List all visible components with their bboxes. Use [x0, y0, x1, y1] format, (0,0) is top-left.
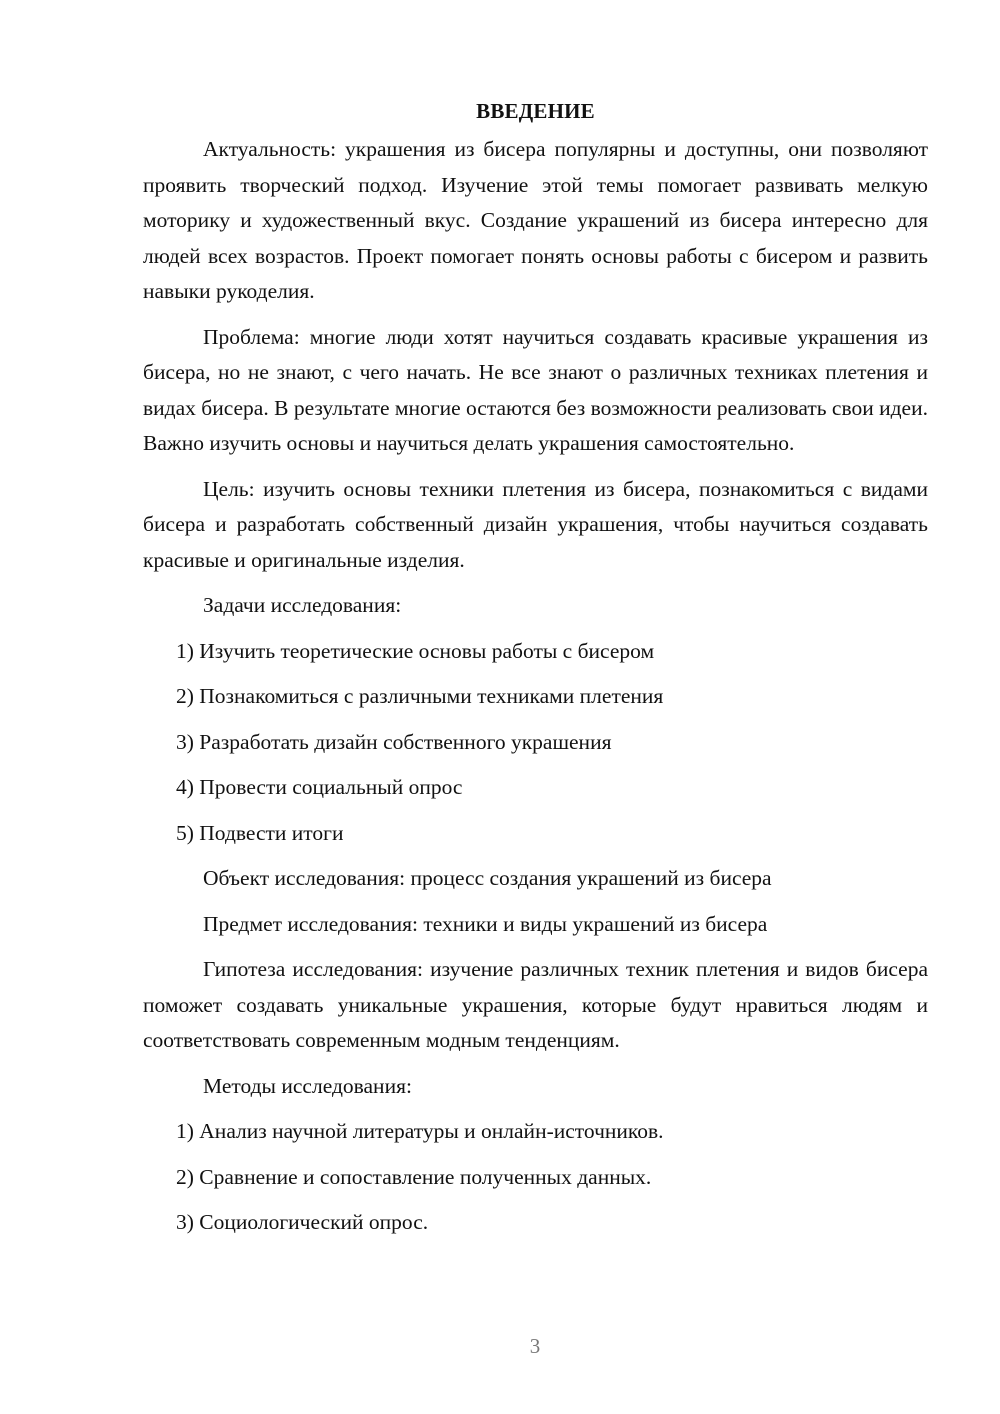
task-item: 2) Познакомиться с различными техниками плетения	[176, 684, 664, 708]
task-item: 5) Подвести итоги	[176, 820, 344, 845]
section-heading: ВВЕДЕНИЕ	[476, 99, 595, 123]
method-item: 2) Сравнение и сопоставление полученных данных.	[176, 1164, 652, 1189]
goal-paragraph: Цель: изучить основы техники плетения из бисера, познакомиться с видами бисера и разработать собственный дизайн украшения, чтобы научиться создавать красивые и оригинальные изделия.	[143, 476, 928, 572]
page-number: 3	[529, 1334, 541, 1358]
task-item: 3) Разработать дизайн собственного украшения	[176, 729, 612, 754]
tasks-label: Задачи исследования:	[203, 593, 402, 617]
method-item: 1) Анализ научной литературы и онлайн-источников.	[176, 1119, 664, 1143]
task-item: 4) Провести социальный опрос	[176, 775, 463, 799]
relevance-paragraph: Актуальность: украшения из бисера популярны и доступны, они позволяют проявить творческий подход. Изучение этой темы помогает развивать мелкую моторику и художественный вкус. Создание украшений из бисера интересно для людей всех возрастов. Проект помогает понять основы работы с бисером и развить навыки рукоделия.	[143, 137, 928, 303]
method-item: 3) Социологический опрос.	[176, 1210, 429, 1234]
page-content	[143, 96, 928, 1251]
methods-label: Методы исследования:	[203, 1073, 412, 1098]
research-subject: Предмет исследования: техники и виды украшений из бисера	[203, 911, 768, 936]
task-item: 1) Изучить теоретические основы работы с бисером	[176, 638, 655, 663]
research-object: Объект исследования: процесс создания украшений из бисера	[203, 866, 772, 890]
problem-paragraph: Проблема: многие люди хотят научиться создавать красивые украшения из бисера, но не знают, с чего начать. Не все знают о различных техниках плетения и видах бисера. В результате многие остаются без возможности реализовать свои идеи. Важно изучить основы и научиться делать украшения самостоятельно.	[143, 324, 928, 455]
hypothesis-paragraph: Гипотеза исследования: изучение различных техник плетения и видов бисера поможет создавать уникальные украшения, которые будут нравиться людям и соответствовать современным модным тенденциям.	[143, 957, 928, 1052]
